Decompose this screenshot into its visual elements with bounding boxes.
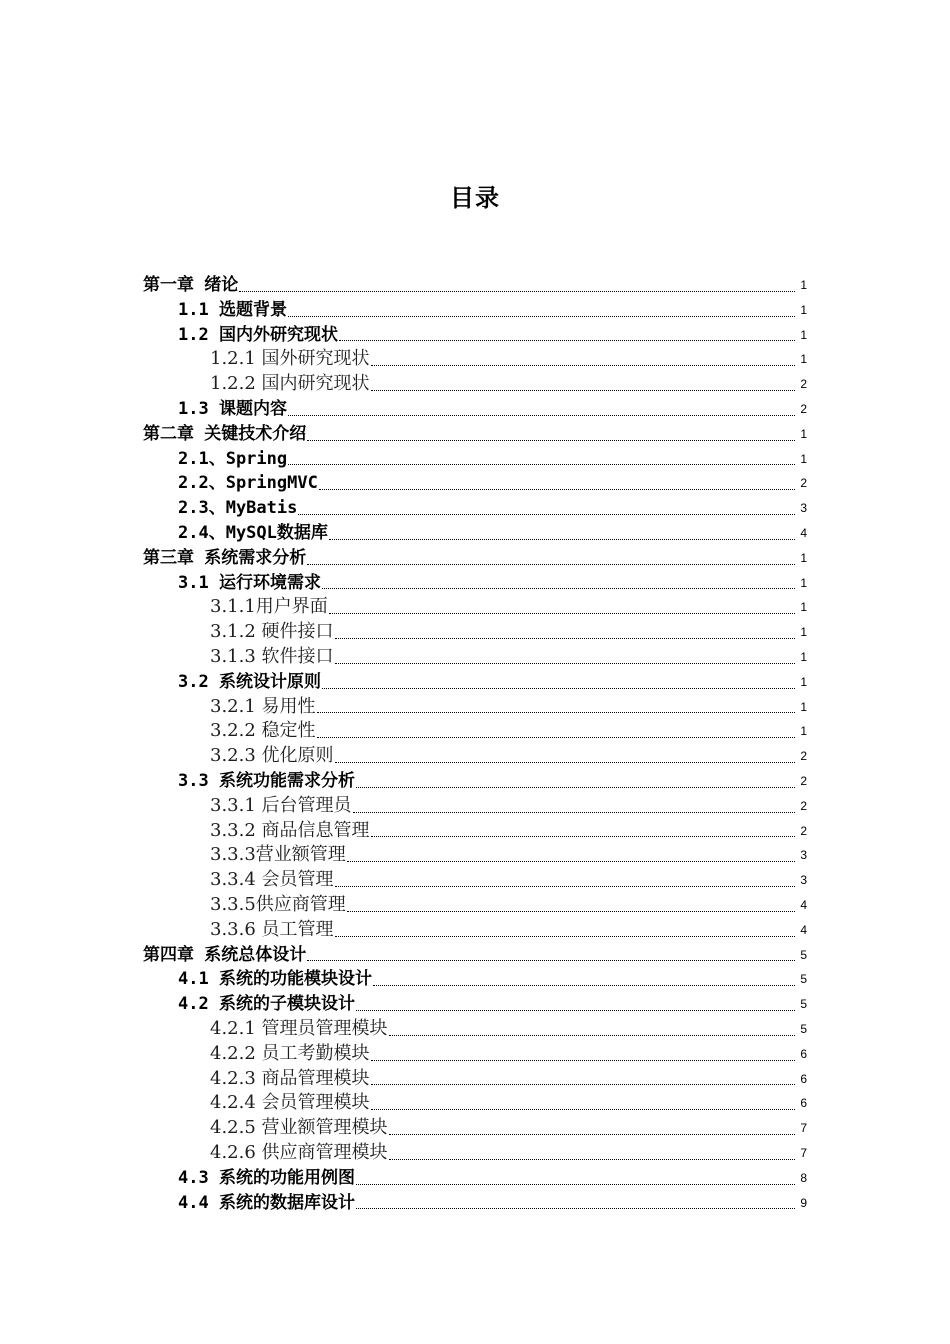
toc-entry[interactable] [210, 645, 807, 670]
toc-entry[interactable] [210, 794, 807, 819]
toc-page-number: 1 [800, 575, 807, 590]
toc-page-number: 2 [800, 823, 807, 838]
toc-dot-leader [239, 291, 795, 292]
toc-entry-title: 2.1、Spring [178, 448, 288, 469]
toc-dot-leader [389, 1035, 795, 1036]
toc-dot-leader [307, 440, 795, 441]
toc-dot-leader [319, 489, 795, 490]
toc-entry-title: 4.2.3 商品管理模块 [210, 1067, 370, 1089]
toc-page-number: 1 [800, 650, 807, 664]
toc-dot-leader [335, 638, 795, 639]
toc-page-number: 6 [800, 1096, 807, 1111]
toc-page-number: 1 [800, 724, 807, 739]
toc-entry[interactable] [178, 397, 807, 422]
toc-dot-leader [353, 812, 795, 813]
toc-dot-leader [371, 1109, 795, 1110]
toc-page-number: 7 [800, 1146, 807, 1160]
toc-dot-leader [322, 588, 795, 589]
toc-entry[interactable] [210, 695, 807, 720]
toc-page-number: 6 [800, 1071, 807, 1086]
toc-entry[interactable] [210, 347, 807, 372]
toc-entry[interactable] [210, 843, 807, 868]
toc-dot-leader [329, 539, 795, 540]
toc-entry[interactable] [210, 1067, 807, 1092]
toc-entry-title: 2.4、MySQL数据库 [178, 523, 328, 543]
toc-entry[interactable] [143, 273, 807, 298]
toc-entry[interactable] [178, 1166, 807, 1191]
toc-entry-title: 4.4 系统的数据库设计 [178, 1192, 355, 1213]
toc-page-number: 9 [800, 1195, 807, 1210]
toc-dot-leader [373, 985, 795, 986]
toc-entry-title: 4.2 系统的子模块设计 [178, 994, 355, 1015]
toc-entry-title: 3.3.4 会员管理 [210, 869, 334, 891]
toc-entry[interactable] [178, 496, 807, 521]
toc-dot-leader [356, 1010, 795, 1011]
toc-entry-title: 3.1.1用户界面 [210, 596, 328, 618]
toc-entry-title: 3.3.5供应商管理 [210, 894, 346, 915]
toc-entry[interactable] [178, 1191, 807, 1216]
toc-dot-leader [389, 1159, 795, 1160]
toc-page-number: 2 [800, 774, 807, 788]
toc-dot-leader [322, 688, 795, 689]
toc-dot-leader [371, 836, 795, 837]
toc-entry-title: 3.3 系统功能需求分析 [178, 771, 355, 791]
toc-entry[interactable] [178, 447, 807, 472]
toc-entry[interactable] [178, 298, 807, 323]
toc-page-number: 1 [800, 278, 807, 292]
toc-page-number: 6 [800, 1046, 807, 1061]
toc-entry-title: 3.2 系统设计原则 [178, 671, 321, 692]
toc-dot-leader [298, 514, 795, 515]
toc-dot-leader [307, 564, 795, 565]
page-title: 目录 [450, 184, 500, 212]
toc-entry[interactable] [178, 471, 807, 496]
toc-page-number: 2 [800, 476, 807, 491]
toc-entry-title: 4.2.2 员工考勤模块 [210, 1042, 370, 1064]
toc-dot-leader [339, 340, 795, 341]
toc-page-number: 1 [800, 699, 807, 714]
toc-entry-title: 1.2 国内外研究现状 [178, 324, 338, 345]
toc-entry[interactable] [210, 372, 807, 397]
toc-page-number: 5 [800, 997, 807, 1012]
toc-dot-leader [356, 787, 795, 788]
toc-dot-leader [317, 737, 795, 738]
toc-entry-title: 4.2.5 营业额管理模块 [210, 1117, 388, 1139]
toc-entry[interactable] [178, 670, 807, 695]
toc-entry-title: 1.1 选题背景 [178, 299, 287, 320]
toc-dot-leader [371, 390, 795, 391]
toc-page-number: 1 [800, 451, 807, 466]
toc-page-number: 4 [800, 526, 807, 540]
toc-dot-leader [329, 613, 795, 614]
toc-dot-leader [335, 936, 795, 937]
toc-entry-title: 3.2.2 稳定性 [210, 720, 316, 742]
toc-entry-title: 3.3.6 员工管理 [210, 918, 334, 940]
toc-page-number: 1 [800, 600, 807, 615]
toc-page-number: 2 [800, 798, 807, 813]
toc-dot-leader [288, 415, 795, 416]
toc-page-number: 5 [800, 972, 807, 987]
toc-entry[interactable] [178, 323, 807, 348]
toc-entry[interactable] [210, 918, 807, 943]
toc-entry-title: 第二章 关键技术介绍 [143, 423, 307, 444]
toc-entry[interactable] [178, 521, 807, 546]
toc-entry[interactable] [210, 719, 807, 744]
toc-entry-title: 4.3 系统的功能用例图 [178, 1167, 355, 1188]
toc-entry[interactable] [178, 967, 807, 992]
toc-dot-leader [307, 960, 795, 961]
toc-entry-title: 3.2.1 易用性 [210, 695, 316, 717]
toc-entry-title: 3.3.3营业额管理 [210, 844, 346, 866]
toc-entry[interactable] [143, 546, 807, 571]
toc-entry[interactable] [143, 943, 807, 968]
toc-entry-title: 3.1.2 硬件接口 [210, 621, 334, 643]
toc-entry[interactable] [210, 819, 807, 844]
toc-entry-title: 3.3.1 后台管理员 [210, 794, 352, 816]
toc-page-number: 1 [800, 674, 807, 689]
toc-entry[interactable] [178, 571, 807, 596]
toc-page-number: 2 [800, 749, 807, 764]
toc-page-number: 1 [800, 625, 807, 640]
toc-entry-title: 2.2、SpringMVC [178, 473, 318, 494]
toc-page-number: 3 [800, 848, 807, 863]
toc-entry[interactable] [210, 1141, 807, 1166]
toc-entry[interactable] [210, 893, 807, 918]
toc-entry[interactable] [210, 744, 807, 769]
toc-entry-title: 2.3、MyBatis [178, 498, 298, 519]
toc-dot-leader [288, 316, 795, 317]
toc-page-number: 2 [800, 402, 807, 416]
toc-dot-leader [371, 365, 795, 366]
toc-entry-title: 3.2.3 优化原则 [210, 745, 334, 767]
toc-page-number: 1 [800, 352, 807, 367]
toc-page-number: 1 [800, 327, 807, 342]
toc-entry[interactable] [143, 422, 807, 447]
toc-page-number: 1 [800, 302, 807, 317]
toc-page-number: 1 [800, 550, 807, 565]
toc-entry-title: 1.2.1 国外研究现状 [210, 348, 370, 370]
toc-dot-leader [371, 1084, 795, 1085]
toc-page-number: 1 [800, 426, 807, 441]
toc-dot-leader [389, 1134, 795, 1135]
toc-dot-leader [335, 886, 795, 887]
toc-page-number: 2 [800, 377, 807, 392]
toc-dot-leader [356, 1208, 795, 1209]
toc-entry-title: 第三章 系统需求分析 [143, 547, 307, 568]
toc-entry[interactable] [210, 1091, 807, 1116]
toc-page-number: 4 [800, 922, 807, 937]
toc-entry[interactable] [210, 1116, 807, 1141]
toc-page-number: 3 [800, 873, 807, 888]
toc-entry-title: 3.3.2 商品信息管理 [210, 819, 370, 841]
toc-entry-title: 4.2.6 供应商管理模块 [210, 1142, 388, 1163]
toc-entry[interactable] [210, 620, 807, 645]
toc-dot-leader [335, 663, 795, 664]
toc-page-number: 5 [800, 947, 807, 962]
toc-dot-leader [335, 762, 795, 763]
toc-entry[interactable] [178, 769, 807, 794]
toc-entry-title: 3.1 运行环境需求 [178, 572, 321, 593]
toc-entry-title: 第四章 系统总体设计 [143, 944, 307, 965]
toc-entry[interactable] [210, 1017, 807, 1042]
toc-dot-leader [371, 1060, 795, 1061]
toc-entry-title: 4.2.1 管理员管理模块 [210, 1018, 388, 1039]
toc-entry-title: 1.3 课题内容 [178, 399, 287, 419]
toc-page-number: 7 [800, 1121, 807, 1136]
toc-dot-leader [347, 911, 795, 912]
toc-page-number: 8 [800, 1170, 807, 1185]
toc-entry[interactable] [210, 868, 807, 893]
toc-page-number: 5 [800, 1022, 807, 1036]
toc-dot-leader [347, 861, 795, 862]
toc-dot-leader [288, 464, 795, 465]
toc-entry-title: 第一章 绪论 [143, 275, 239, 295]
toc-dot-leader [317, 712, 795, 713]
toc-entry-title: 4.1 系统的功能模块设计 [178, 969, 372, 990]
toc-page-number: 3 [800, 501, 807, 516]
toc-entry-title: 4.2.4 会员管理模块 [210, 1092, 370, 1114]
toc-entry-title: 3.1.3 软件接口 [210, 646, 334, 667]
toc-page-number: 4 [800, 898, 807, 912]
toc-entry-title: 1.2.2 国内研究现状 [210, 373, 370, 395]
toc-entry[interactable] [178, 992, 807, 1017]
toc-entry[interactable] [210, 595, 807, 620]
toc-dot-leader [356, 1184, 795, 1185]
toc-entry[interactable] [210, 1042, 807, 1067]
